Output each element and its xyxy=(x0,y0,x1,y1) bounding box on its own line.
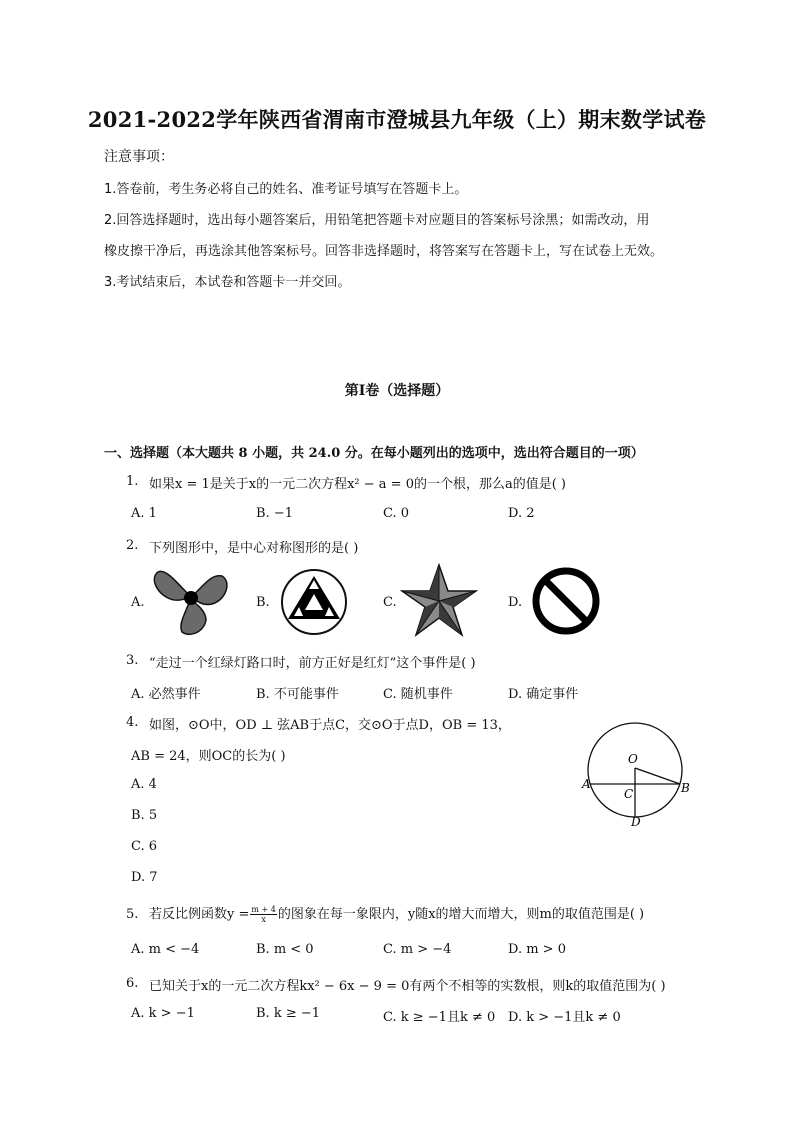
triangle-circle-figure-icon xyxy=(279,567,349,637)
star-figure-icon xyxy=(400,563,478,637)
note-item: 3.考试结束后，本试卷和答题卡一并交回。 xyxy=(104,275,351,290)
q6-option-b: B. k ≥ −1 xyxy=(256,1006,321,1021)
q2-number: 2. xyxy=(126,538,139,553)
figure-label-o: O xyxy=(628,752,638,766)
prohibition-sign-icon xyxy=(530,565,602,637)
q5-fraction xyxy=(250,905,276,924)
q5-option-b: B. m < 0 xyxy=(256,942,314,957)
paper-title: 2021-2022学年陕西省渭南市澄城县九年级（上）期末数学试卷 xyxy=(87,107,707,132)
fan-figure-icon xyxy=(148,566,232,638)
q5-text-before: 若反比例函数y = xyxy=(149,907,250,922)
q5-option-d: D. m > 0 xyxy=(508,942,566,957)
q6-option-a: A. k > −1 xyxy=(131,1006,195,1021)
figure-label-d: D xyxy=(631,815,641,829)
q1-option-a: A. 1 xyxy=(131,506,157,521)
q3-option-b: B. 不可能事件 xyxy=(256,687,339,702)
q1-text: 如果x = 1是关于x的一元二次方程x² − a = 0的一个根，那么a的值是( ) xyxy=(149,477,566,492)
q1-number: 1. xyxy=(126,474,139,489)
q2-label-b: B. xyxy=(256,595,270,610)
q4-option-d: D. 7 xyxy=(131,870,158,885)
q5-option-c: C. m > −4 xyxy=(383,942,452,957)
section-title: 第I卷（选择题） xyxy=(344,383,450,399)
q1-option-d: D. 2 xyxy=(508,506,535,521)
q4-text-line1: 如图，⊙O中，OD ⊥ 弦AB于点C，交⊙O于点D，OB = 13， xyxy=(149,718,511,733)
q6-option-c: C. k ≥ −1且k ≠ 0 xyxy=(383,1010,496,1025)
q3-option-c: C. 随机事件 xyxy=(383,687,453,702)
q3-text: “走过一个红绿灯路口时，前方正好是红灯”这个事件是( ) xyxy=(149,656,476,671)
circle-geometry-figure xyxy=(576,710,700,832)
q4-option-a: A. 4 xyxy=(131,777,157,792)
q2-label-a: A. xyxy=(131,595,145,610)
q1-option-b: B. −1 xyxy=(256,506,293,521)
q3-number: 3. xyxy=(126,653,139,668)
note-item: 1.答卷前，考生务必将自己的姓名、准考证号填写在答题卡上。 xyxy=(104,182,468,197)
notes-heading: 注意事项： xyxy=(104,149,174,165)
q5-fraction-denominator: x xyxy=(261,915,266,924)
q5-text-after: 的图象在每一象限内，y随x的增大而增大，则m的取值范围是( ) xyxy=(277,907,645,922)
note-item: 2.回答选择题时，选出每小题答案后，用铅笔把答题卡对应题目的答案标号涂黑；如需改动，用 xyxy=(104,213,650,228)
q4-option-b: B. 5 xyxy=(131,808,158,823)
q2-label-d: D. xyxy=(508,595,523,610)
q6-text: 已知关于x的一元二次方程kx² − 6x − 9 = 0有两个不相等的实数根，则k的取值范围为( ) xyxy=(149,979,666,994)
q5-fraction-numerator: m + 4 xyxy=(251,905,276,914)
note-item: 橡皮擦干净后，再选涂其他答案标号。回答非选择题时，将答案写在答题卡上，写在试卷上无效。 xyxy=(104,244,664,259)
part-one-heading: 一、选择题（本大题共 8 小题，共 24.0 分。在每小题列出的选项中，选出符合题目的一项） xyxy=(104,446,644,461)
q2-text: 下列图形中，是中心对称图形的是( ) xyxy=(149,541,359,556)
q1-option-c: C. 0 xyxy=(383,506,410,521)
q6-number: 6. xyxy=(126,976,139,991)
figure-label-c: C xyxy=(624,787,634,801)
q4-number: 4. xyxy=(126,715,139,730)
q5-number: 5. xyxy=(126,907,139,922)
q4-text-line2: AB = 24，则OC的长为( ) xyxy=(131,749,286,764)
q6-option-d: D. k > −1且k ≠ 0 xyxy=(508,1010,621,1025)
q3-option-d: D. 确定事件 xyxy=(508,687,579,702)
q4-option-c: C. 6 xyxy=(131,839,158,854)
figure-label-a: A xyxy=(582,777,591,791)
q2-label-c: C. xyxy=(383,595,397,610)
figure-label-b: B xyxy=(681,781,690,795)
q5-option-a: A. m < −4 xyxy=(131,942,200,957)
q3-option-a: A. 必然事件 xyxy=(131,687,201,702)
q5-text xyxy=(149,903,644,924)
